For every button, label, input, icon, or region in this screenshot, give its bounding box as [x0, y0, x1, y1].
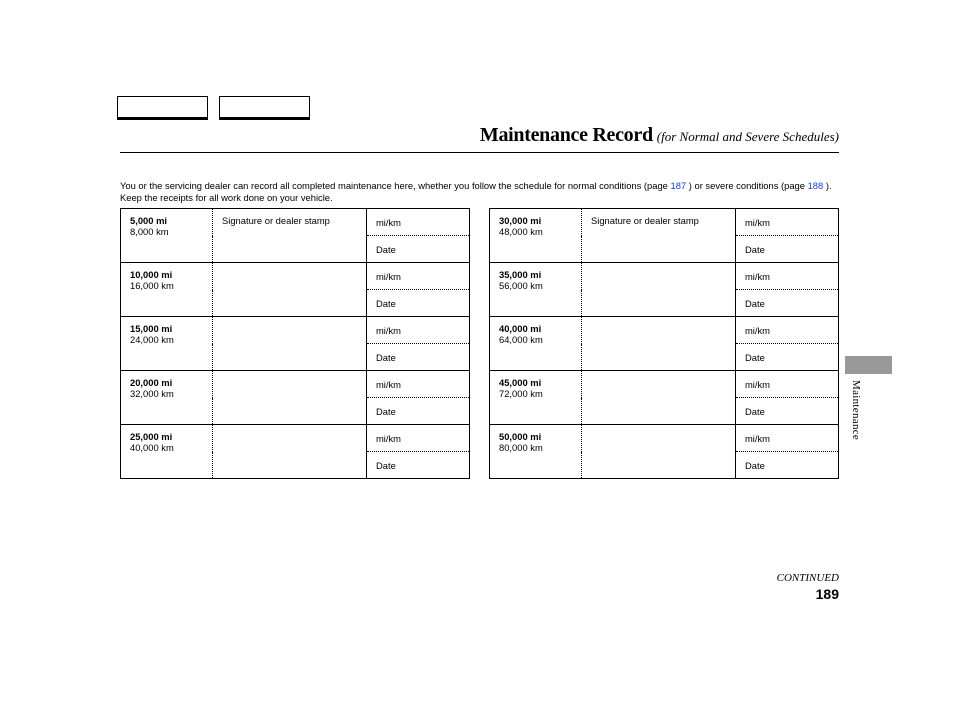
- milestone-miles: 50,000 mi: [499, 431, 542, 442]
- signature-cell[interactable]: [582, 425, 736, 479]
- mikm-label: mi/km: [745, 433, 770, 444]
- mikm-label: mi/km: [376, 271, 401, 282]
- mikm-label: mi/km: [376, 325, 401, 336]
- nav-button-next[interactable]: [219, 96, 310, 120]
- page-subtitle: (for Normal and Severe Schedules): [656, 129, 839, 144]
- page-number: 189: [815, 586, 839, 602]
- date-label: Date: [376, 352, 396, 363]
- milestone-km: 64,000 km: [499, 334, 543, 345]
- milestone-cell: [490, 209, 582, 263]
- mikm-label: mi/km: [745, 217, 770, 228]
- mikm-label: mi/km: [376, 433, 401, 444]
- table-row: [121, 263, 470, 290]
- signature-cell[interactable]: [582, 371, 736, 425]
- mikm-label: mi/km: [376, 217, 401, 228]
- section-tab-label: Maintenance: [850, 380, 862, 441]
- milestone-cell: [121, 263, 213, 317]
- milestone-miles: 25,000 mi: [130, 431, 173, 442]
- mikm-field[interactable]: [736, 263, 839, 290]
- milestone-km: 48,000 km: [499, 226, 543, 237]
- signature-cell[interactable]: [213, 425, 367, 479]
- date-field[interactable]: [736, 290, 839, 317]
- intro-text-3: ). Keep the receipts for all work done on your vehicle.: [120, 180, 832, 203]
- continued-label: CONTINUED: [776, 572, 839, 584]
- section-tab[interactable]: [845, 356, 892, 374]
- intro-text-2: ) or severe conditions (page: [686, 180, 808, 191]
- page-title: Maintenance Record: [479, 124, 653, 146]
- milestone-miles: 35,000 mi: [499, 269, 542, 280]
- milestone-miles: 30,000 mi: [499, 215, 542, 226]
- milestone-cell: [490, 263, 582, 317]
- mikm-label: mi/km: [745, 271, 770, 282]
- mikm-label: mi/km: [745, 325, 770, 336]
- mikm-field[interactable]: [736, 371, 839, 398]
- milestone-cell: [490, 317, 582, 371]
- milestone-km: 56,000 km: [499, 280, 543, 291]
- milestone-miles: 45,000 mi: [499, 377, 542, 388]
- milestone-km: 24,000 km: [130, 334, 174, 345]
- milestone-cell: [121, 425, 213, 479]
- milestone-miles: 5,000 mi: [130, 215, 168, 226]
- title-divider: [120, 152, 839, 153]
- milestone-km: 40,000 km: [130, 442, 174, 453]
- page-title-block: [480, 124, 839, 147]
- date-field[interactable]: [367, 290, 470, 317]
- table-row: [490, 425, 839, 452]
- date-field[interactable]: [367, 452, 470, 479]
- mikm-label: mi/km: [376, 379, 401, 390]
- milestone-km: 16,000 km: [130, 280, 174, 291]
- signature-cell[interactable]: [213, 371, 367, 425]
- mikm-field[interactable]: [367, 425, 470, 452]
- date-label: Date: [376, 244, 396, 255]
- mikm-field[interactable]: [736, 425, 839, 452]
- table-row: [490, 263, 839, 290]
- milestone-km: 8,000 km: [130, 226, 169, 237]
- date-label: Date: [745, 406, 765, 417]
- date-field[interactable]: [367, 236, 470, 263]
- date-label: Date: [745, 244, 765, 255]
- date-field[interactable]: [367, 398, 470, 425]
- nav-button-previous[interactable]: [117, 96, 208, 120]
- signature-cell[interactable]: [582, 209, 736, 263]
- date-label: Date: [745, 352, 765, 363]
- milestone-miles: 15,000 mi: [130, 323, 173, 334]
- signature-cell[interactable]: [582, 263, 736, 317]
- signature-cell[interactable]: [213, 209, 367, 263]
- mikm-field[interactable]: [736, 317, 839, 344]
- date-label: Date: [376, 406, 396, 417]
- table-row: [121, 371, 470, 398]
- table-row: [490, 209, 839, 236]
- table-row: [121, 209, 470, 236]
- signature-cell[interactable]: [582, 317, 736, 371]
- date-label: Date: [745, 460, 765, 471]
- intro-text-1: You or the servicing dealer can record all completed maintenance here, whether you follow the schedule for normal conditions (page: [120, 180, 671, 191]
- milestone-km: 80,000 km: [499, 442, 543, 453]
- mikm-field[interactable]: [367, 209, 470, 236]
- date-field[interactable]: [736, 398, 839, 425]
- intro-paragraph: [120, 180, 840, 203]
- date-field[interactable]: [736, 236, 839, 263]
- mikm-label: mi/km: [745, 379, 770, 390]
- table-row: [490, 371, 839, 398]
- maintenance-table-left: [120, 208, 470, 479]
- mikm-field[interactable]: [736, 209, 839, 236]
- date-label: Date: [376, 298, 396, 309]
- date-field[interactable]: [736, 452, 839, 479]
- mikm-field[interactable]: [367, 263, 470, 290]
- milestone-cell: [490, 425, 582, 479]
- date-field[interactable]: [736, 344, 839, 371]
- milestone-cell: [121, 209, 213, 263]
- milestone-cell: [121, 371, 213, 425]
- date-field[interactable]: [367, 344, 470, 371]
- maintenance-table-right: [489, 208, 839, 479]
- mikm-field[interactable]: [367, 317, 470, 344]
- milestone-miles: 40,000 mi: [499, 323, 542, 334]
- mikm-field[interactable]: [367, 371, 470, 398]
- date-label: Date: [376, 460, 396, 471]
- table-row: [121, 317, 470, 344]
- milestone-cell: [490, 371, 582, 425]
- table-row: [121, 425, 470, 452]
- milestone-cell: [121, 317, 213, 371]
- milestone-miles: 20,000 mi: [130, 377, 173, 388]
- signature-cell[interactable]: [213, 263, 367, 317]
- date-label: Date: [745, 298, 765, 309]
- table-row: [490, 317, 839, 344]
- milestone-miles: 10,000 mi: [130, 269, 173, 280]
- signature-cell[interactable]: [213, 317, 367, 371]
- signature-label: Signature or dealer stamp: [222, 215, 330, 226]
- milestone-km: 72,000 km: [499, 388, 543, 399]
- milestone-km: 32,000 km: [130, 388, 174, 399]
- signature-label: Signature or dealer stamp: [591, 215, 699, 226]
- page-link-187[interactable]: 187: [670, 180, 687, 191]
- page-link-188[interactable]: 188: [807, 180, 824, 191]
